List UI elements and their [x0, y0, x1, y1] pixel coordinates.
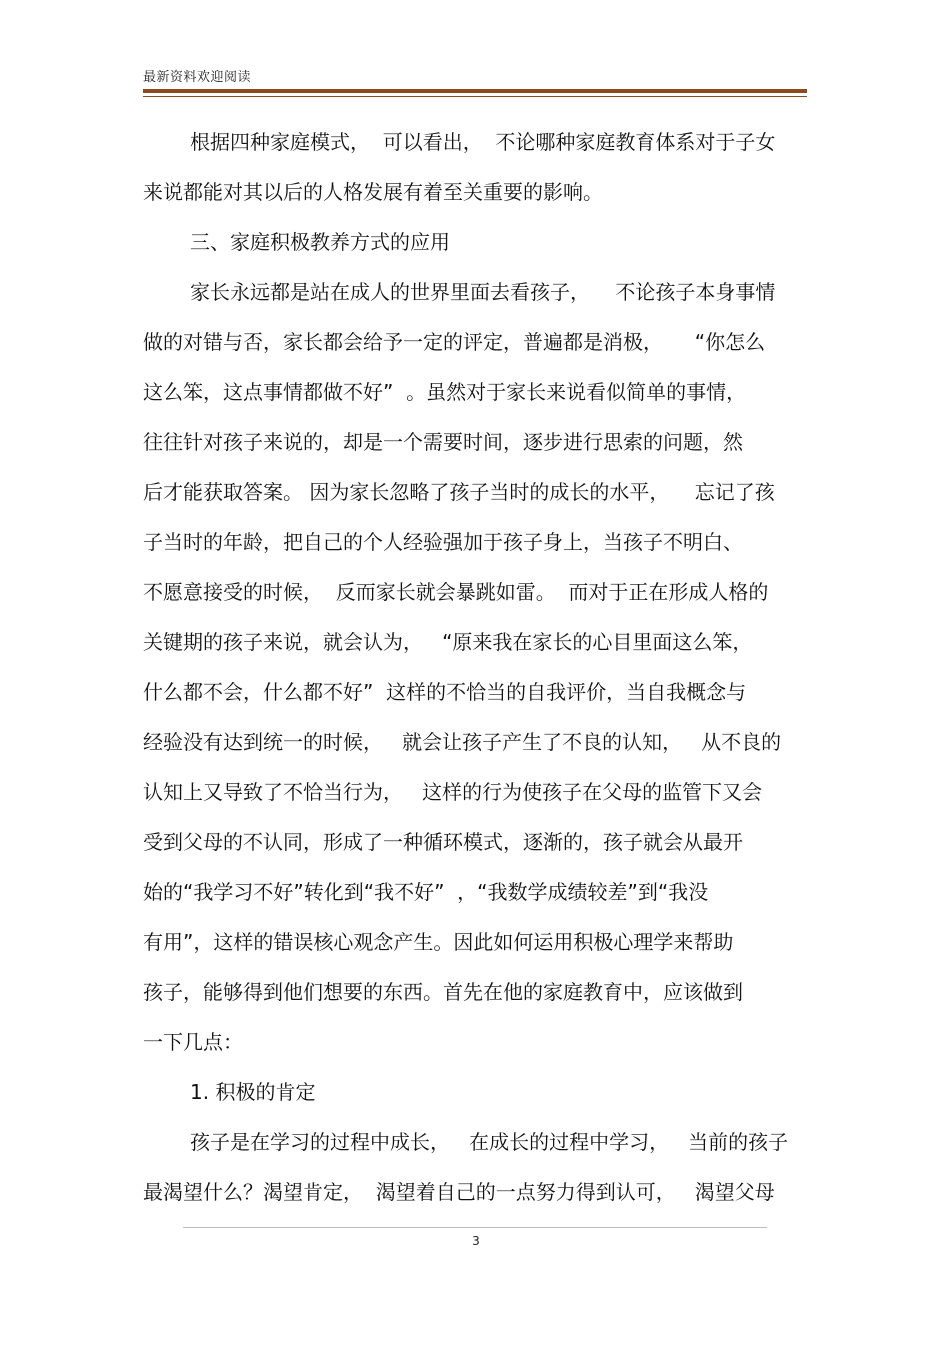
footer-rule [183, 1227, 767, 1228]
text-line: 不愿意接受的时候， 反而家长就会暴跳如雷。 而对于正在形成人格的 [143, 580, 769, 604]
text-line: 什么都不会，什么都不好” 这样的不恰当的自我评价，当自我概念与 [143, 680, 747, 704]
text-line: 受到父母的不认同，形成了一种循环模式，逐渐的，孩子就会从最开 [143, 830, 743, 854]
text-line: 子当时的年龄，把自己的个人经验强加于孩子身上，当孩子不明白、 [143, 530, 743, 554]
page-number: 3 [472, 1234, 480, 1248]
text-line: 后才能获取答案。 因为家长忽略了孩子当时的成长的水平， 忘记了孩 [143, 480, 775, 504]
text-line: 孩子，能够得到他们想要的东西。首先在他的家庭教育中，应该做到 [143, 980, 743, 1004]
text-line: 始的“我学习不好”转化到“我不好” ，“我数学成绩较差”到“我没 [143, 880, 709, 904]
text-line: 关键期的孩子来说，就会认为， “原来我在家长的心目里面这么笨， [143, 630, 753, 654]
text-line: 孩子是在学习的过程中成长， 在成长的过程中学习， 当前的孩子 [190, 1130, 789, 1154]
header-text: 最新资料欢迎阅读 [143, 70, 252, 85]
section-heading: 三、家庭积极教养方式的应用 [190, 230, 450, 254]
text-line: 来说都能对其以后的人格发展有着至关重要的影响。 [143, 180, 603, 204]
header-rule-thick [143, 89, 807, 93]
text-line: 这么笨，这点事情都做不好” 。虽然对于家长来说看似简单的事情， [143, 380, 747, 404]
text-line: 家长永远都是站在成人的世界里面去看孩子， 不论孩子本身事情 [190, 280, 776, 304]
text-line: 经验没有达到统一的时候， 就会让孩子产生了不良的认知， 从不良的 [143, 730, 782, 754]
text-line: 有用”，这样的错误核心观念产生。因此如何运用积极心理学来帮助 [143, 930, 734, 954]
subsection-heading: 1. 积极的肯定 [190, 1080, 316, 1104]
text-line: 根据四种家庭模式， 可以看出， 不论哪种家庭教育体系对于子女 [190, 130, 776, 154]
text-line: 最渴望什么？渴望肯定， 渴望着自己的一点努力得到认可， 渴望父母 [143, 1180, 775, 1204]
text-line: 做的对错与否，家长都会给予一定的评定，普遍都是消极， “你怎么 [143, 330, 766, 354]
header-rule-thin [143, 96, 807, 97]
text-line: 往往针对孩子来说的，却是一个需要时间，逐步进行思索的问题，然 [143, 430, 743, 454]
text-line: 一下几点： [143, 1030, 243, 1054]
text-line: 认知上又导致了不恰当行为， 这样的行为使孩子在父母的监管下又会 [143, 780, 763, 804]
